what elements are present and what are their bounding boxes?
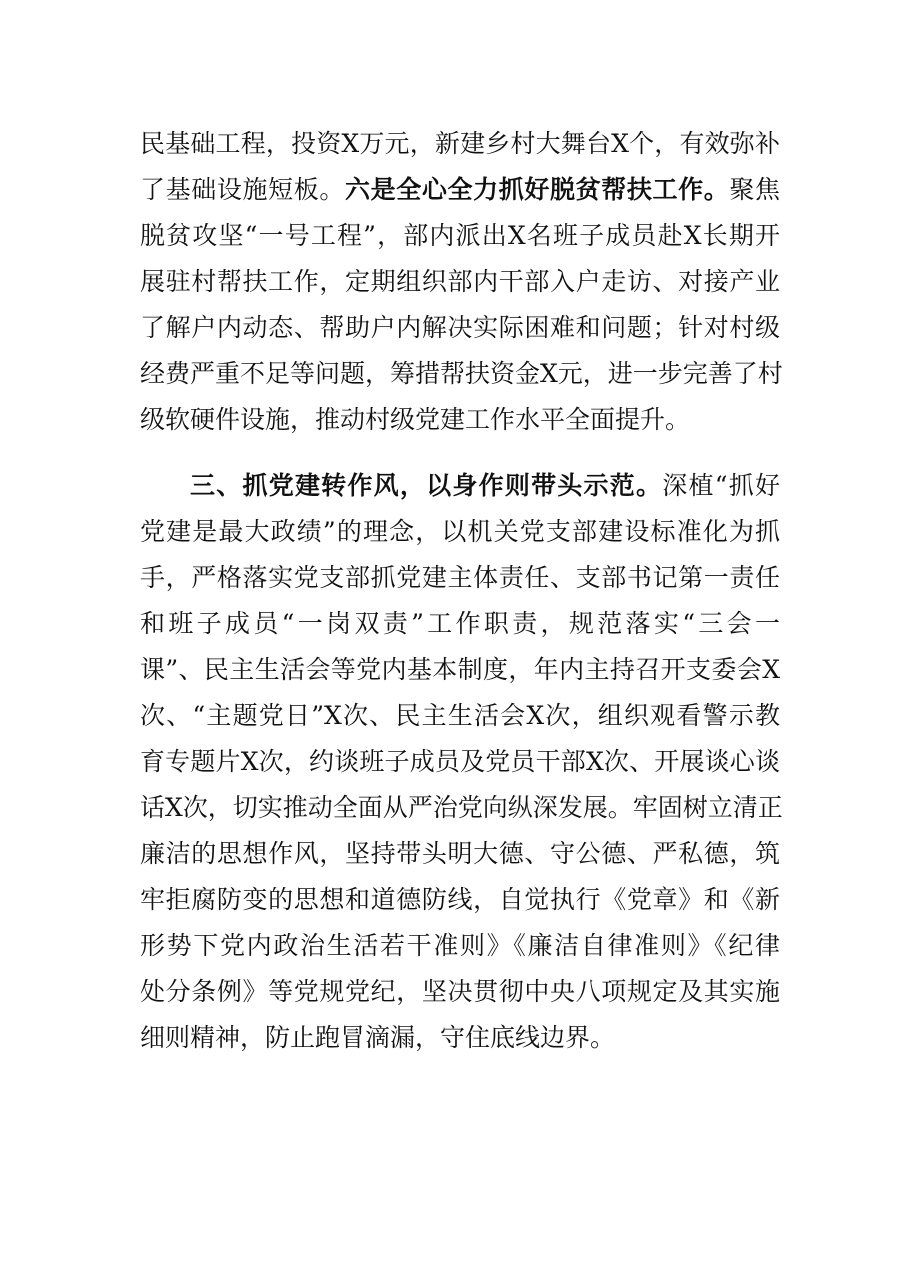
paragraph-1-line-2	[140, 170, 780, 210]
paragraph-1-line-6: 经费严重不足等问题，筹措帮扶资金X元，进一步完善了村	[140, 359, 783, 388]
paragraph-2-line-6: 次、“主题党日”X次、民主生活会X次，组织观看警示教	[140, 701, 780, 730]
text-span: 深植“抓好	[662, 471, 780, 500]
paragraph-1-line-4: 展驻村帮扶工作，定期组织部内干部入户走访、对接产业	[140, 267, 780, 296]
paragraph-1-line-3: 脱贫攻坚“一号工程”，部内派出X名班子成员赴X长期开	[140, 221, 780, 250]
section-heading-three: 三、抓党建转作风，以身作则带头示范。	[190, 471, 663, 500]
paragraph-2-line-11: 形势下党内政治生活若干准则》《廉洁自律准则》《纪律	[140, 931, 780, 960]
paragraph-2-line-13: 细则精神，防止跑冒滴漏，守住底线边界。	[140, 1023, 616, 1052]
text-span: 了基础设施短板。	[140, 175, 345, 204]
paragraph-2-line-1	[190, 466, 780, 506]
paragraph-2-line-9: 廉洁的思想作风，坚持带头明大德、守公德、严私德，筑	[140, 839, 780, 868]
text-span: 聚焦	[729, 175, 780, 204]
paragraph-2-line-2: 党建是最大政绩”的理念，以机关党支部建设标准化为抓	[140, 517, 780, 546]
paragraph-2-line-3: 手，严格落实党支部抓党建主体责任、支部书记第一责任	[140, 563, 780, 592]
paragraph-2-line-7: 育专题片X次，约谈班子成员及党员干部X次、开展谈心谈	[140, 747, 780, 776]
paragraph-1-line-1: 民基础工程，投资X万元，新建乡村大舞台X个，有效弥补	[140, 129, 780, 158]
paragraph-1-line-5: 了解户内动态、帮助户内解决实际困难和问题；针对村级	[140, 313, 780, 342]
paragraph-2-line-4: 和班子成员“一岗双责”工作职责，规范落实“三会一	[140, 609, 780, 638]
paragraph-2-line-8: 话X次，切实推动全面从严治党向纵深发展。牢固树立清正	[140, 793, 783, 822]
paragraph-1-line-7: 级软硬件设施，推动村级党建工作水平全面提升。	[140, 405, 691, 434]
paragraph-2-line-10: 牢拒腐防变的思想和道德防线，自觉执行《党章》和《新	[140, 885, 780, 914]
paragraph-2-line-12: 处分条例》等党规党纪，坚决贯彻中央八项规定及其实施	[140, 977, 780, 1006]
paragraph-2-line-5: 课”、民主生活会等党内基本制度，年内主持召开支委会X	[140, 655, 780, 684]
section-heading-six: 六是全心全力抓好脱贫帮扶工作。	[345, 175, 730, 204]
